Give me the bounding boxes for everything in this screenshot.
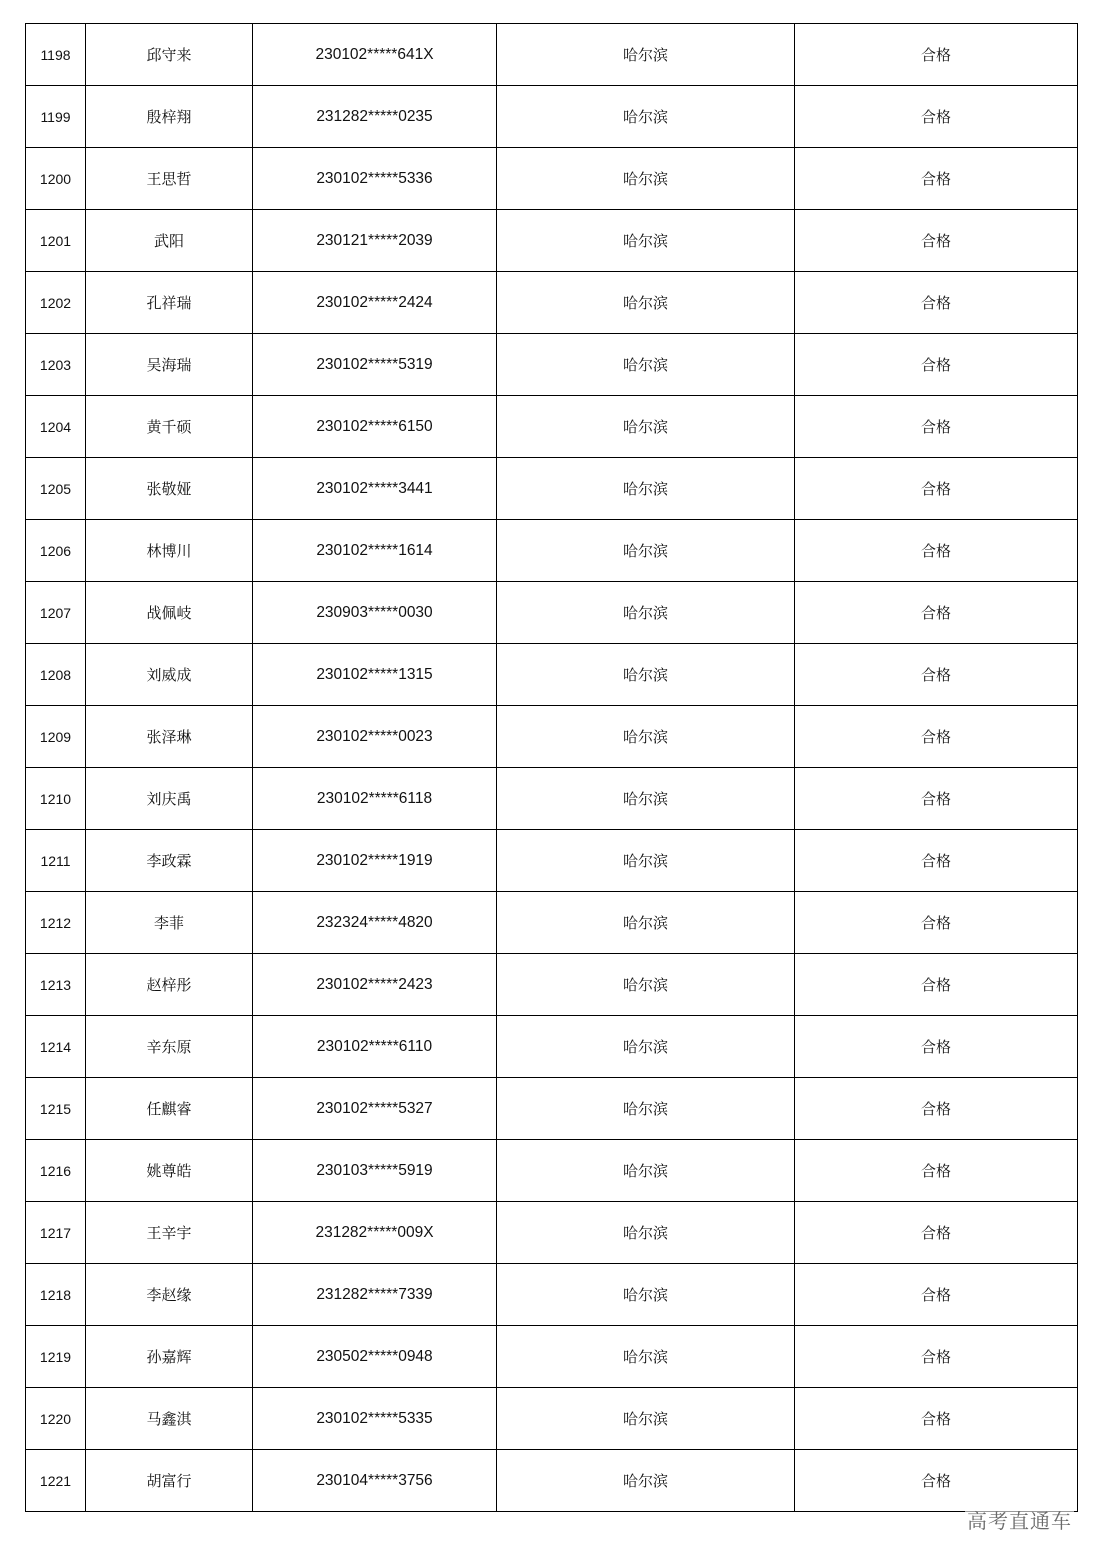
- id-number-cell: 230102*****1919: [253, 830, 497, 892]
- row-number-cell: 1212: [26, 892, 86, 954]
- table-row: [26, 1140, 1078, 1202]
- name-cell: 李菲: [86, 892, 253, 954]
- location-cell: 哈尔滨: [497, 1264, 795, 1326]
- result-cell: 合格: [795, 1450, 1078, 1512]
- name-cell: 邱守来: [86, 24, 253, 86]
- id-number-cell: 230102*****5336: [253, 148, 497, 210]
- result-cell: 合格: [795, 86, 1078, 148]
- result-cell: 合格: [795, 1326, 1078, 1388]
- id-number-cell: 230102*****1315: [253, 644, 497, 706]
- location-cell: 哈尔滨: [497, 210, 795, 272]
- location-cell: 哈尔滨: [497, 954, 795, 1016]
- row-number-cell: 1207: [26, 582, 86, 644]
- id-number-cell: 230103*****5919: [253, 1140, 497, 1202]
- result-cell: 合格: [795, 1202, 1078, 1264]
- name-cell: 张泽琳: [86, 706, 253, 768]
- result-cell: 合格: [795, 644, 1078, 706]
- id-number-cell: 231282*****7339: [253, 1264, 497, 1326]
- row-number-cell: 1198: [26, 24, 86, 86]
- table-row: [26, 1326, 1078, 1388]
- id-number-cell: 230102*****6110: [253, 1016, 497, 1078]
- row-number-cell: 1213: [26, 954, 86, 1016]
- table-row: [26, 768, 1078, 830]
- result-cell: 合格: [795, 396, 1078, 458]
- name-cell: 吴海瑞: [86, 334, 253, 396]
- result-cell: 合格: [795, 334, 1078, 396]
- row-number-cell: 1200: [26, 148, 86, 210]
- id-number-cell: 230102*****5319: [253, 334, 497, 396]
- result-cell: 合格: [795, 458, 1078, 520]
- id-number-cell: 230121*****2039: [253, 210, 497, 272]
- table-row: [26, 86, 1078, 148]
- name-cell: 武阳: [86, 210, 253, 272]
- name-cell: 赵梓彤: [86, 954, 253, 1016]
- row-number-cell: 1206: [26, 520, 86, 582]
- id-number-cell: 230102*****641X: [253, 24, 497, 86]
- name-cell: 胡富行: [86, 1450, 253, 1512]
- id-number-cell: 230102*****5335: [253, 1388, 497, 1450]
- location-cell: 哈尔滨: [497, 892, 795, 954]
- row-number-cell: 1201: [26, 210, 86, 272]
- row-number-cell: 1215: [26, 1078, 86, 1140]
- table-row: [26, 892, 1078, 954]
- row-number-cell: 1217: [26, 1202, 86, 1264]
- name-cell: 李赵缘: [86, 1264, 253, 1326]
- result-cell: 合格: [795, 892, 1078, 954]
- table-row: [26, 830, 1078, 892]
- row-number-cell: 1204: [26, 396, 86, 458]
- result-cell: 合格: [795, 148, 1078, 210]
- name-cell: 姚尊皓: [86, 1140, 253, 1202]
- name-cell: 殷梓翔: [86, 86, 253, 148]
- name-cell: 孙嘉辉: [86, 1326, 253, 1388]
- location-cell: 哈尔滨: [497, 334, 795, 396]
- row-number-cell: 1205: [26, 458, 86, 520]
- name-cell: 黄千硕: [86, 396, 253, 458]
- result-cell: 合格: [795, 1140, 1078, 1202]
- name-cell: 辛东原: [86, 1016, 253, 1078]
- row-number-cell: 1221: [26, 1450, 86, 1512]
- location-cell: 哈尔滨: [497, 520, 795, 582]
- location-cell: 哈尔滨: [497, 148, 795, 210]
- name-cell: 李政霖: [86, 830, 253, 892]
- results-table: [25, 23, 1078, 1512]
- row-number-cell: 1211: [26, 830, 86, 892]
- table-row: [26, 272, 1078, 334]
- result-cell: 合格: [795, 520, 1078, 582]
- id-number-cell: 232324*****4820: [253, 892, 497, 954]
- name-cell: 张敬娅: [86, 458, 253, 520]
- name-cell: 任麒睿: [86, 1078, 253, 1140]
- table-row: [26, 520, 1078, 582]
- table-row: [26, 644, 1078, 706]
- id-number-cell: 231282*****0235: [253, 86, 497, 148]
- result-cell: 合格: [795, 24, 1078, 86]
- location-cell: 哈尔滨: [497, 396, 795, 458]
- row-number-cell: 1220: [26, 1388, 86, 1450]
- results-table-container: [25, 23, 1077, 1512]
- result-cell: 合格: [795, 1264, 1078, 1326]
- table-row: [26, 706, 1078, 768]
- result-cell: 合格: [795, 768, 1078, 830]
- location-cell: 哈尔滨: [497, 1016, 795, 1078]
- name-cell: 战佩岐: [86, 582, 253, 644]
- table-row: [26, 1264, 1078, 1326]
- table-row: [26, 148, 1078, 210]
- id-number-cell: 230102*****0023: [253, 706, 497, 768]
- name-cell: 刘庆禹: [86, 768, 253, 830]
- name-cell: 王思哲: [86, 148, 253, 210]
- location-cell: 哈尔滨: [497, 24, 795, 86]
- table-row: [26, 954, 1078, 1016]
- watermark: 高考直通车: [965, 1505, 1074, 1534]
- table-row: [26, 396, 1078, 458]
- id-number-cell: 230102*****2424: [253, 272, 497, 334]
- result-cell: 合格: [795, 582, 1078, 644]
- row-number-cell: 1208: [26, 644, 86, 706]
- location-cell: 哈尔滨: [497, 272, 795, 334]
- id-number-cell: 231282*****009X: [253, 1202, 497, 1264]
- location-cell: 哈尔滨: [497, 582, 795, 644]
- row-number-cell: 1218: [26, 1264, 86, 1326]
- row-number-cell: 1210: [26, 768, 86, 830]
- id-number-cell: 230102*****2423: [253, 954, 497, 1016]
- location-cell: 哈尔滨: [497, 706, 795, 768]
- id-number-cell: 230903*****0030: [253, 582, 497, 644]
- name-cell: 王辛宇: [86, 1202, 253, 1264]
- id-number-cell: 230102*****6150: [253, 396, 497, 458]
- name-cell: 林博川: [86, 520, 253, 582]
- table-row: [26, 1450, 1078, 1512]
- result-cell: 合格: [795, 1388, 1078, 1450]
- id-number-cell: 230502*****0948: [253, 1326, 497, 1388]
- table-row: [26, 1202, 1078, 1264]
- results-table-body: [26, 24, 1078, 1512]
- table-row: [26, 1016, 1078, 1078]
- row-number-cell: 1203: [26, 334, 86, 396]
- row-number-cell: 1214: [26, 1016, 86, 1078]
- row-number-cell: 1216: [26, 1140, 86, 1202]
- location-cell: 哈尔滨: [497, 1078, 795, 1140]
- result-cell: 合格: [795, 706, 1078, 768]
- id-number-cell: 230102*****3441: [253, 458, 497, 520]
- name-cell: 刘威成: [86, 644, 253, 706]
- result-cell: 合格: [795, 1078, 1078, 1140]
- row-number-cell: 1209: [26, 706, 86, 768]
- location-cell: 哈尔滨: [497, 1140, 795, 1202]
- id-number-cell: 230104*****3756: [253, 1450, 497, 1512]
- location-cell: 哈尔滨: [497, 86, 795, 148]
- table-row: [26, 582, 1078, 644]
- result-cell: 合格: [795, 954, 1078, 1016]
- table-row: [26, 458, 1078, 520]
- id-number-cell: 230102*****6118: [253, 768, 497, 830]
- location-cell: 哈尔滨: [497, 768, 795, 830]
- location-cell: 哈尔滨: [497, 1326, 795, 1388]
- table-row: [26, 334, 1078, 396]
- location-cell: 哈尔滨: [497, 1202, 795, 1264]
- location-cell: 哈尔滨: [497, 830, 795, 892]
- id-number-cell: 230102*****1614: [253, 520, 497, 582]
- result-cell: 合格: [795, 1016, 1078, 1078]
- id-number-cell: 230102*****5327: [253, 1078, 497, 1140]
- result-cell: 合格: [795, 272, 1078, 334]
- location-cell: 哈尔滨: [497, 458, 795, 520]
- row-number-cell: 1202: [26, 272, 86, 334]
- row-number-cell: 1219: [26, 1326, 86, 1388]
- location-cell: 哈尔滨: [497, 1450, 795, 1512]
- name-cell: 马鑫淇: [86, 1388, 253, 1450]
- name-cell: 孔祥瑞: [86, 272, 253, 334]
- row-number-cell: 1199: [26, 86, 86, 148]
- location-cell: 哈尔滨: [497, 1388, 795, 1450]
- result-cell: 合格: [795, 830, 1078, 892]
- table-row: [26, 24, 1078, 86]
- table-row: [26, 210, 1078, 272]
- table-row: [26, 1078, 1078, 1140]
- location-cell: 哈尔滨: [497, 644, 795, 706]
- table-row: [26, 1388, 1078, 1450]
- result-cell: 合格: [795, 210, 1078, 272]
